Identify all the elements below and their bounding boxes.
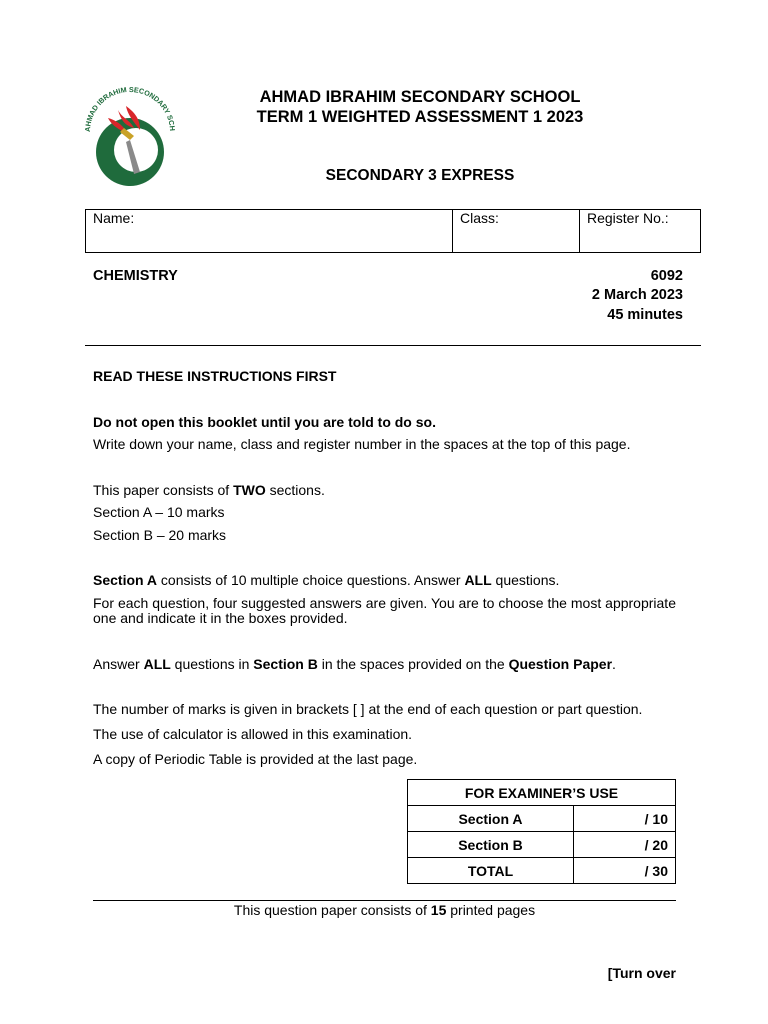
instructions-heading: READ THESE INSTRUCTIONS FIRST [93, 368, 337, 384]
table-row [408, 858, 676, 884]
divider [85, 345, 701, 346]
assessment-title: TERM 1 WEIGHTED ASSESSMENT 1 2023 [256, 108, 584, 126]
instruction-calculator: The use of calculator is allowed in this examination. [93, 726, 413, 742]
turn-over: [Turn over [607, 965, 676, 981]
name-field[interactable] [86, 210, 453, 252]
table-row [408, 832, 676, 858]
row-label: TOTAL [408, 858, 574, 884]
row-mark: / 30 [574, 858, 676, 884]
row-label: Section B [408, 832, 574, 858]
section-a-marks: Section A – 10 marks [93, 504, 225, 520]
paper-code: 6092 [650, 268, 683, 284]
name-label: Name: [93, 210, 135, 226]
paper-duration: 45 minutes [607, 307, 683, 323]
instruction-marks-brackets: The number of marks is given in brackets [ ] at the end of each question or part question. [93, 701, 643, 717]
subject: CHEMISTRY [93, 268, 178, 284]
row-mark: / 10 [574, 806, 676, 832]
instruction-four-answers: For each question, four suggested answers are given. You are to choose the most appropriate one and indicate it in the boxes provided. [93, 595, 676, 626]
register-label: Register No.: [587, 210, 669, 226]
school-logo [78, 80, 178, 190]
level-title: SECONDARY 3 EXPRESS [325, 167, 515, 184]
examiner-table-title: FOR EXAMINER’S USE [408, 780, 676, 806]
page-count-note: This question paper consists of 15 printed pages [233, 902, 536, 918]
student-info-box [85, 209, 701, 253]
table-row [408, 806, 676, 832]
logo-arc-text: AHMAD IBRAHIM SECONDARY SCH [82, 84, 178, 133]
instruction-write-down: Write down your name, class and register number in the spaces at the top of this page. [93, 436, 631, 452]
paper-date: 2 March 2023 [591, 287, 683, 303]
instruction-sections: This paper consists of TWO sections. [93, 482, 325, 498]
register-field[interactable] [579, 210, 700, 252]
row-mark: / 20 [574, 832, 676, 858]
school-name: AHMAD IBRAHIM SECONDARY SCHOOL [259, 88, 581, 106]
section-b-marks: Section B – 20 marks [93, 527, 227, 543]
instruction-section-a: Section A consists of 10 multiple choice questions. Answer ALL questions. [93, 572, 560, 588]
footer-divider [93, 900, 676, 901]
class-field[interactable] [452, 210, 580, 252]
row-label: Section A [408, 806, 574, 832]
instruction-periodic-table: A copy of Periodic Table is provided at the last page. [93, 751, 418, 767]
class-label: Class: [460, 210, 499, 226]
instruction-section-b: Answer ALL questions in Section B in the spaces provided on the Question Paper. [93, 656, 616, 672]
examiner-table [407, 779, 676, 884]
instruction-do-not-open: Do not open this booklet until you are told to do so. [93, 414, 436, 430]
